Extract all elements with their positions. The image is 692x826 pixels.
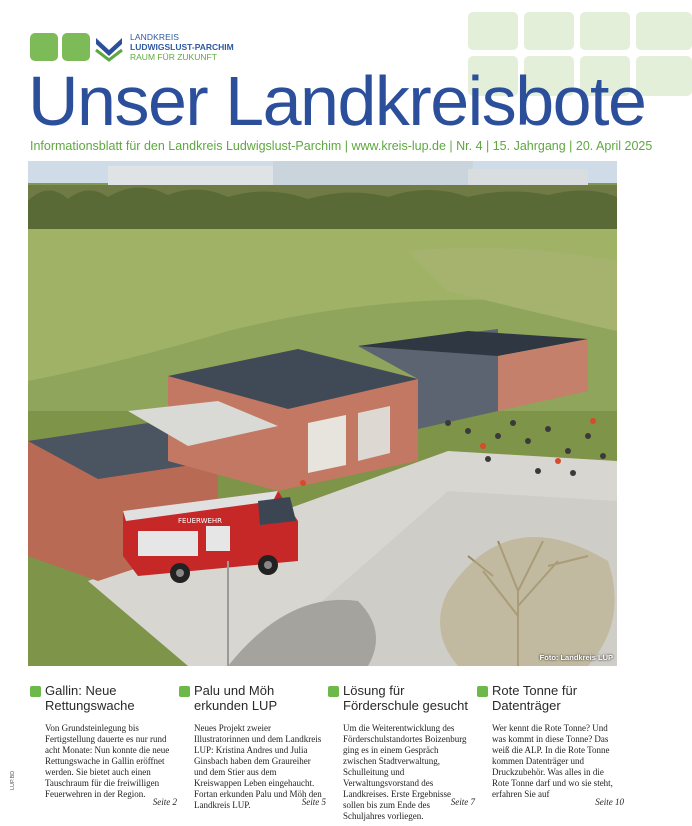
article-page-ref[interactable]: Seite 10 [595,797,624,807]
article-title[interactable]: Gallin: Neue Rettungswache [45,683,135,713]
logo-green-square-2 [62,33,90,61]
article-body: Von Grundsteinlegung bis Fertigstellung dauerte es nur rund acht Monate: Nun konnte die neue Rettungswache in Gallin eröffnet werden. Sie bietet auch einen Tauschraum für die freiwilligen Feuerwehren in der Region. [45,723,170,799]
article-teaser-3[interactable] [328,683,473,822]
article-title[interactable]: Palu und Möh erkunden LUP [194,683,278,713]
article-page-ref[interactable]: Seite 2 [152,797,177,807]
article-body: Wer kennt die Rote Tonne? Und was kommt in diese Tonne? Das weiß die ALP. In die Rote Tonne kommen Datenträger und Druckzubehör. Was alles in die Rote Tonne darf und wo sie steht, erfahren Sie auf [492,723,613,799]
side-tag: LUP.BD [10,770,16,790]
cover-photo [28,161,617,666]
green-bullet-icon [179,686,190,697]
green-bullet-icon [477,686,488,697]
green-bullet-icon [328,686,339,697]
article-teaser-4[interactable] [477,683,624,807]
photo-credit: Foto: Landkreis LUP [539,653,613,662]
article-page-ref[interactable]: Seite 5 [301,797,326,807]
article-body: Neues Projekt zweier Illustratorinnen und dem Landkreis LUP: Kristina Andres und Julia Ginsbach haben dem Graureiher und dem Stier aus dem Kreiswappen Leben eingehaucht. Fortan erkunden Palu und Möh den Landkreis LUP. [194,723,322,810]
logo-line-2: LUDWIGSLUST-PARCHIM [130,42,234,52]
logo-emblem-icon [94,32,124,62]
logo-green-square-1 [30,33,58,61]
article-title[interactable]: Rote Tonne für Datenträger [492,683,578,713]
article-page-ref[interactable]: Seite 7 [450,797,475,807]
article-teaser-1[interactable] [30,683,177,807]
article-title[interactable]: Lösung für Förderschule gesucht [343,683,469,713]
article-body: Um die Weiterentwicklung des Förderschulstandortes Boizenburg ging es in einem Gespräch zwischen Stadtverwaltung, Schulleitung und Verwaltungsvorstand des Landkreises. Erste Ergebnisse sollen bis zum Ende des Schuljahres vorliegen. [343,723,467,821]
article-teaser-2[interactable] [179,683,324,811]
logo-line-3: RAUM FÜR ZUKUNFT [130,52,217,62]
masthead-title: Unser Landkreisbote [28,62,646,140]
green-bullet-icon [30,686,41,697]
fire-engine-lettering: FEUERWEHR [178,517,223,525]
landkreis-logo[interactable] [30,30,234,64]
logo-line-1: LANDKREIS [130,32,180,42]
masthead-subline: Informationsblatt für den Landkreis Ludwigslust-Parchim | www.kreis-lup.de | Nr. 4 | 15. Jahrgang | 20. April 2025 [30,139,653,153]
